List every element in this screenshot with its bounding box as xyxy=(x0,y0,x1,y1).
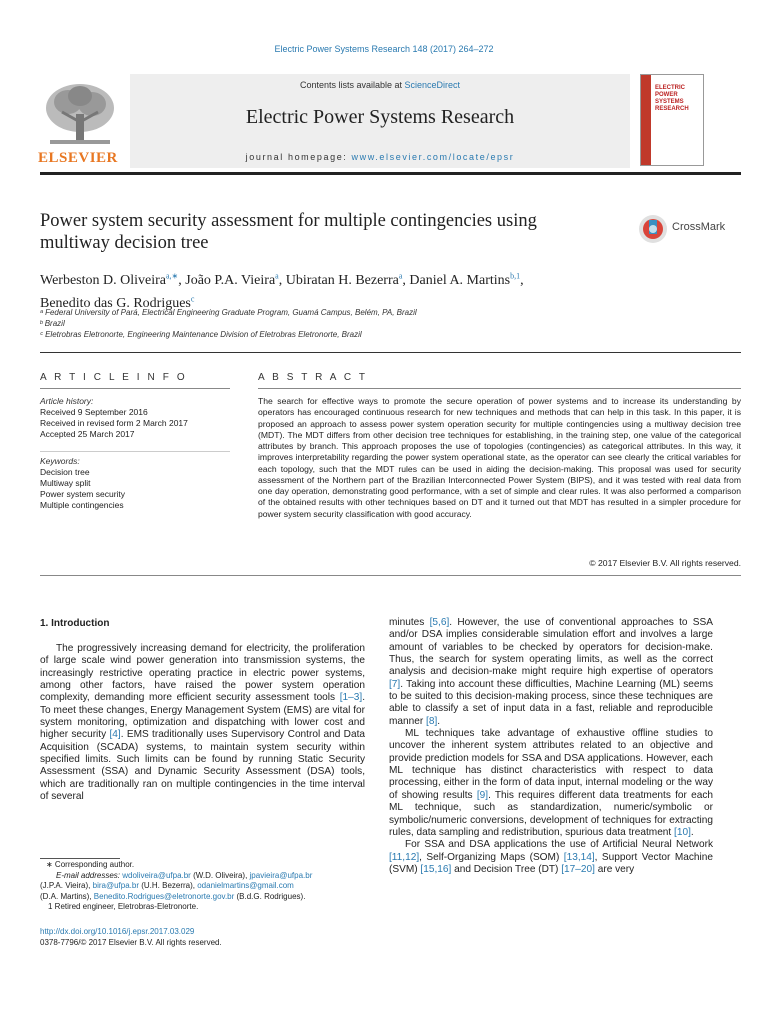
keyword: Decision tree xyxy=(40,467,90,477)
citation-link[interactable]: [9] xyxy=(476,789,489,801)
paragraph xyxy=(389,728,713,839)
author-sep: , xyxy=(278,272,286,288)
right-column xyxy=(389,617,713,876)
email-owner: (D.A. Martins), xyxy=(40,891,94,901)
email-link[interactable]: odanielmartins@gmail.com xyxy=(197,881,294,890)
citation-link[interactable]: [1–3] xyxy=(339,692,363,704)
text-run: , Support Vector Machine (SVM) xyxy=(389,851,713,875)
text-run: . However, the use of conventional approaches to SSA and/or DSA implies considerable simulation effort and involves a large amount of variables to be checked by operators for decision-make. Thus, the search for system operating limits, as well as the correct analysis and decision-make might require high expertise of operators xyxy=(389,617,713,678)
paper-title-line2: multiway decision tree xyxy=(40,233,209,253)
cover-color-bar xyxy=(641,75,651,165)
email-owner: (U.H. Bezerra), xyxy=(139,881,198,890)
crossmark-icon xyxy=(638,214,668,244)
paragraph xyxy=(389,617,713,728)
crossmark-button[interactable] xyxy=(638,212,748,246)
homepage-link[interactable]: www.elsevier.com/locate/epsr xyxy=(351,152,515,162)
doi-link[interactable]: http://dx.doi.org/10.1016/j.epsr.2017.03.029 xyxy=(40,927,195,936)
footnote-emails-cont xyxy=(40,881,380,892)
affiliation-c: ᶜ Eletrobras Eletronorte, Engineering Maintenance Division of Eletrobras Eletronorte, Brazil xyxy=(40,330,362,339)
abstract-end-rule xyxy=(40,575,741,576)
author[interactable] xyxy=(409,273,523,288)
history-received: Received 9 September 2016 xyxy=(40,407,148,417)
footnote-rule xyxy=(40,858,120,859)
citation-link[interactable]: [7] xyxy=(389,678,401,690)
email-owner: (B.d.G. Rodrigues). xyxy=(234,891,306,901)
email-link[interactable]: Benedito.Rodrigues@eletronorte.gov.br xyxy=(93,891,235,901)
affiliation-a: ᵃ Federal University of Pará, Electrical Engineering Graduate Program, Guamá Campus, Belém, PA, Brazil xyxy=(40,308,417,317)
contents-line xyxy=(130,80,630,90)
contents-prefix: Contents lists available at xyxy=(299,80,405,90)
cover-title: ELECTRIC POWER SYSTEMS RESEARCH xyxy=(655,85,689,112)
text-run: ML techniques take advantage of exhaustive offline studies to uncover the inherent system attributes related to an objective and provide prediction models for SSA and DSA applications. However, each ML technique has distinct characteristics with respect to data processing, either in the form of data input, internal modeling or the way of showing results xyxy=(389,728,713,801)
keyword: Power system security xyxy=(40,489,126,499)
paragraph xyxy=(40,643,365,803)
paper-title-line1: Power system security assessment for multiple contingencies using xyxy=(40,211,537,231)
journal-homepage xyxy=(130,152,630,162)
email-link[interactable]: wdoliveira@ufpa.br xyxy=(122,870,191,880)
elsevier-wordmark: ELSEVIER xyxy=(38,150,118,166)
text-run: and Decision Tree (DT) xyxy=(451,863,562,875)
keyword: Multiple contingencies xyxy=(40,500,124,510)
history-label: Article history: xyxy=(40,396,94,406)
author-affil-marker[interactable]: a xyxy=(275,271,279,280)
text-run: . EMS traditionally uses Supervisory Control and Data Acquisition (SCADA) systems, to maintain system security within specified limits. Such limits can be found by running Static Security Assessment (SSA) and Dynamic Security Assessment (DSA) tools, which are traditionally ran on multiple contingencies in the time interval of several xyxy=(40,729,365,803)
author-name: Daniel A. Martins xyxy=(409,272,511,288)
author-affil-marker[interactable]: c xyxy=(190,294,195,304)
introduction-heading: 1. Introduction xyxy=(40,618,110,629)
doi-block xyxy=(40,926,222,948)
email-link[interactable]: jpavieira@ufpa.br xyxy=(249,870,313,880)
author-name: Benedito das G. Rodrigues xyxy=(40,296,191,312)
keywords-label: Keywords: xyxy=(40,456,80,466)
text-run: are very xyxy=(594,863,635,875)
abstract-heading: A B S T R A C T xyxy=(258,372,368,383)
text-run: . xyxy=(437,715,441,727)
citation-link[interactable]: [5,6] xyxy=(429,617,450,628)
text-run: . Taking into account these difficulties, Machine Learning (ML) seems to be suited to this decision-making process, since these techniques are able to classify a set of input data in a fast, reliable and reproducible manner xyxy=(389,678,713,727)
affiliation-rule xyxy=(40,352,741,353)
paper-title xyxy=(40,210,600,254)
author[interactable] xyxy=(40,273,185,288)
footnote-corresponding: ∗ Corresponding author. xyxy=(46,860,135,869)
issn-copyright: 0378-7796/© 2017 Elsevier B.V. All rights reserved. xyxy=(40,938,222,947)
article-history xyxy=(40,396,230,440)
author-list xyxy=(40,266,740,313)
text-run: . xyxy=(690,826,694,838)
text-run: minutes xyxy=(389,617,430,628)
text-run: For SSA and DSA applications the use of Artificial Neural Network xyxy=(405,839,713,851)
crossmark-label: CrossMark xyxy=(672,221,726,233)
paragraph xyxy=(389,839,713,876)
history-revised: Received in revised form 2 March 2017 xyxy=(40,418,188,428)
sciencedirect-link[interactable]: ScienceDirect xyxy=(404,80,461,90)
article-info-heading: A R T I C L E I N F O xyxy=(40,372,188,383)
header-rule xyxy=(40,172,741,175)
abstract-copyright: © 2017 Elsevier B.V. All rights reserved. xyxy=(589,558,741,568)
author-sep: , xyxy=(178,272,186,288)
citation-link[interactable]: [4] xyxy=(109,729,121,741)
author[interactable] xyxy=(185,273,285,288)
journal-cover-thumbnail[interactable] xyxy=(640,74,704,166)
author-sep: , xyxy=(402,272,410,288)
citation-link[interactable]: [17–20] xyxy=(561,863,595,875)
keywords xyxy=(40,456,230,511)
author-affil-marker[interactable]: a xyxy=(398,271,403,280)
author-name: João P.A. Vieira xyxy=(185,272,276,288)
journal-title: Electric Power Systems Research xyxy=(245,106,515,128)
text-run: . To meet these changes, Energy Management System (EMS) are vital for system monitoring, optimization and dispatching with lower cost and higher security xyxy=(40,692,365,741)
author-affil-marker[interactable]: b,1 xyxy=(510,271,521,280)
citation-link[interactable]: [8] xyxy=(426,715,438,727)
history-accepted: Accepted 25 March 2017 xyxy=(40,429,135,439)
email-link[interactable]: bira@ufpa.br xyxy=(92,881,139,890)
article-info-rule xyxy=(40,388,230,389)
abstract-rule xyxy=(258,388,741,389)
author-sep: , xyxy=(520,272,524,288)
email-owner: (J.P.A. Vieira), xyxy=(40,881,93,890)
text-run: , Self-Organizing Maps (SOM) xyxy=(419,851,564,863)
left-column xyxy=(40,643,365,803)
footnote-emails xyxy=(40,871,380,882)
citation-link[interactable]: [11,12] xyxy=(389,851,420,863)
affiliation-b: ᵇ Brazil xyxy=(40,319,65,328)
author[interactable] xyxy=(286,273,410,288)
keyword: Multiway split xyxy=(40,478,91,488)
email-owner: (W.D. Oliveira), xyxy=(190,870,250,880)
author-name: Ubiratan H. Bezerra xyxy=(285,272,399,288)
text-run: . This requires different data treatments for each ML technique, such as standardization, numeric/symbolic or symbolic/numeric conversions, development of techniques for extracting rules, data sampling and redistribution, spurious data treatment xyxy=(389,789,713,838)
citation-link[interactable]: [10] xyxy=(674,826,691,838)
citation-link[interactable]: [13,14] xyxy=(563,851,595,863)
abstract-text: The search for effective ways to promote the secure operation of power systems and to increase its understanding by operators has encouraged continuous research for new techniques and methods that can help in this task. In this paper, it is proposed an approach to assess power system operation security for multiple contingencies using a multiway decision tree (MDT). The MDT differs from other decision tree techniques for establishing, in the training step, one value of the categorical attributes by branch. This approach proposes the use of topologies (contingencies) as categorical attributes. In this way, it improves interpretability regarding the power system operational state, as the operator can see clearly the critical variables for each topology, such that the MDT rules can be used in aiding the decision-making. This proposal was used for security assessment of the Northern part of the Brazilian Interconnected Power System (BIPS), and it was tested with real data from one day operation, demonstrating good performance, with a set of simple and clear rules. It was also performed a comparison of the obtained results with other techniques based on DT and it turned out that MDT has resulted in a simpler procedure for power system security classification with good accuracy. xyxy=(258,396,741,519)
footnote-retired: 1 Retired engineer, Eletrobras-Eletronorte. xyxy=(48,902,199,911)
text-run: The progressively increasing demand for electricity, the proliferation of large scale wind power generation into transmission systems, the increasingly restrictive operating practice in electric power systems, among other factors, have raised the power system operation complexity, demanding more efficient security assessment tools xyxy=(40,643,365,704)
homepage-prefix: journal homepage: xyxy=(245,152,352,162)
email-label: E-mail addresses: xyxy=(56,870,123,880)
history-rule xyxy=(40,451,230,452)
journal-reference-link[interactable]: Electric Power Systems Research 148 (2017) 264–272 xyxy=(274,44,494,54)
footnote-emails-cont xyxy=(40,892,380,903)
author-affil-marker[interactable]: a,∗ xyxy=(166,271,179,280)
footnotes xyxy=(40,860,380,913)
author-name: Werbeston D. Oliveira xyxy=(40,272,166,288)
citation-link[interactable]: [15,16] xyxy=(420,863,452,875)
